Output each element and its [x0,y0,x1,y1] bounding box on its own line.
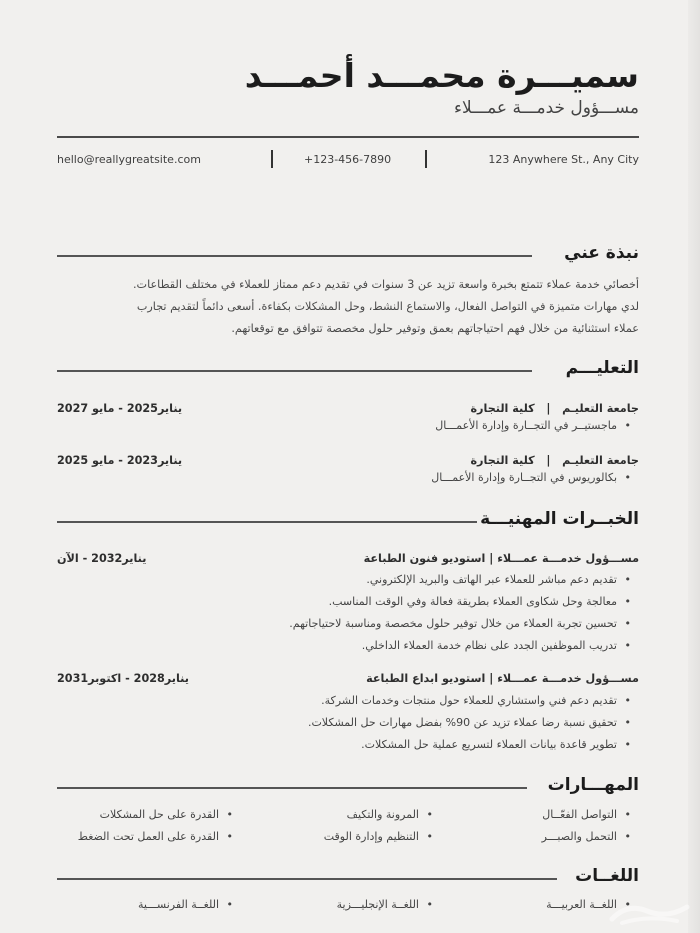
language-item: • اللغــة الإنجليـــزية [337,898,441,911]
section-title: نبذة عني [564,243,639,263]
section-languages-header [57,866,639,890]
list-item: • تطوير قاعدة بيانات العملاء لتسريع عملية حل المشكلات. [57,734,639,756]
education-date: يناير2025 - مايو 2027 [57,402,183,415]
contact-separator [425,150,427,168]
list-item: • بكالوريوس في التجــارة وإدارة الأعمـــال [57,467,639,489]
section-title: المهـــارات [547,775,639,795]
language-item: • اللغــة الفرنســـية [138,898,241,911]
experience-date: يناير2028 - اكتوبر2031 [57,672,189,685]
experience-date: يناير2032 - الآن [57,552,147,565]
language-item: • اللغــة العربيـــة [546,898,639,911]
experience-items [57,690,639,756]
page-edge [688,0,700,933]
education-items [57,415,639,437]
skill-item: • المرونة والتكيف [347,808,441,821]
list-item: • تحقيق نسبة رضا عملاء تزيد عن 90% بفضل مهارات حل المشكلات. [57,712,639,734]
section-title: الخبــرات المهنيـــة [480,509,639,529]
about-line: عملاء استثنائية من خلال فهم احتياجاتهم بعمق وتوفير حلول مخصصة تتوافق مع توقعاتهم. [231,322,639,335]
skill-item: • القدرة على حل المشكلات [100,808,241,821]
list-item: • تقديم دعم مباشر للعملاء عبر الهاتف والبريد الإلكتروني. [57,569,639,591]
skill-item: • التواصل الفعّــال [542,808,639,821]
education-heading: جامعة التعليـم | كلية التجارة [470,402,639,415]
contact-address: 123 Anywhere St., Any City [488,153,639,166]
person-name: سميـــرة محمـــد أحمـــد [244,56,639,95]
experience-heading: مســـؤول خدمـــة عمـــلاء | استوديو فنون الطباعة [363,552,639,565]
skill-item: • التنظيم وإدارة الوقت [324,830,441,843]
about-line: لدي مهارات متميزة في التواصل الفعال، والاستماع النشط، وحل المشكلات بكفاءة. أسعى دائماً لتقديم تجارب [136,300,639,313]
contact-phone[interactable]: +123-456-7890 [304,153,392,166]
experience-heading: مســـؤول خدمـــة عمـــلاء | استوديو ابداع الطباعة [366,672,639,685]
education-date: يناير2023 - مايو 2025 [57,454,183,467]
watermark-logo [607,897,692,927]
section-title: اللغــات [575,866,639,886]
section-rule [57,255,532,257]
about-paragraph [57,274,639,340]
experience-items [57,569,639,657]
section-rule [57,878,557,880]
section-rule [57,370,532,372]
job-title: مســـؤول خدمـــة عمـــلاء [453,98,639,118]
section-rule [57,521,477,523]
contact-bar [57,150,639,170]
skill-item: • القدرة على العمل تحت الضغط [78,830,241,843]
skill-item: • التحمل والصبـــر [542,830,639,843]
section-skills-header [57,775,639,799]
section-title: التعليـــم [565,358,639,378]
faculty-name: كلية التجارة [470,454,535,467]
header-divider [57,136,639,138]
list-item: • ماجستيــر في التجــارة وإدارة الأعمـــال [57,415,639,437]
section-about-header [57,243,639,267]
list-item: • تدريب الموظفين الجدد على نظام خدمة العملاء الداخلي. [57,635,639,657]
contact-separator [271,150,273,168]
education-items [57,467,639,489]
faculty-name: كلية التجارة [470,402,535,415]
about-line: أخصائي خدمة عملاء تتمتع بخبرة واسعة تزيد عن 3 سنوات في تقديم دعم ممتاز للعملاء في مختلف القطاعات. [133,278,639,291]
list-item: • معالجة وحل شكاوى العملاء بطريقة فعالة وفي الوقت المناسب. [57,591,639,613]
education-heading: جامعة التعليـم | كلية التجارة [470,454,639,467]
section-experience-header [57,509,639,533]
school-name: جامعة التعليـم [562,454,639,467]
school-name: جامعة التعليـم [562,402,639,415]
section-rule [57,787,527,789]
contact-email[interactable]: hello@reallygreatsite.com [57,153,201,166]
section-education-header [57,358,639,382]
list-item: • تقديم دعم فني واستشاري للعملاء حول منتجات وخدمات الشركة. [57,690,639,712]
list-item: • تحسين تجربة العملاء من خلال توفير حلول مخصصة ومناسبة لاحتياجاتهم. [57,613,639,635]
